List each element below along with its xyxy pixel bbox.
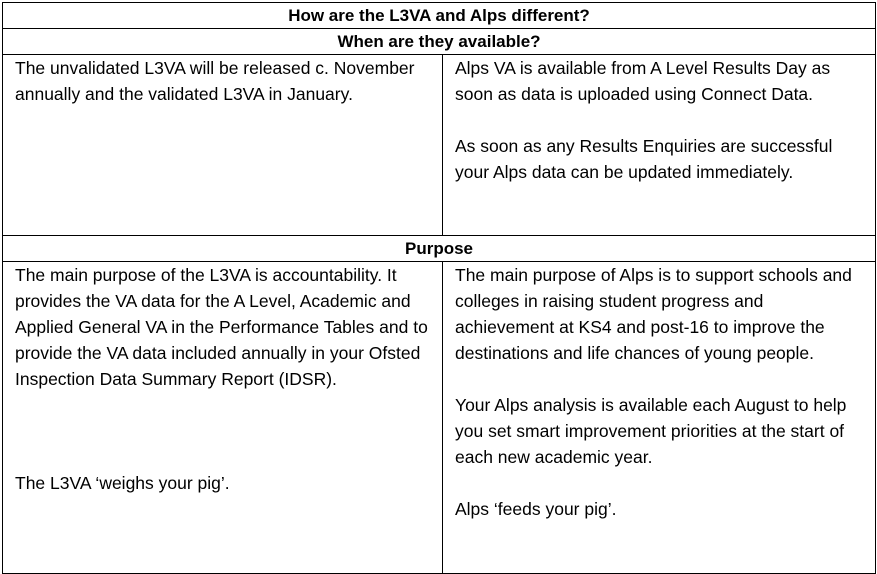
alps-availability-text: Alps VA is available from A Level Results Day as soon as data is uploaded using Connect Data. bbox=[455, 58, 831, 104]
availability-heading: When are they available? bbox=[3, 29, 876, 55]
purpose-heading: Purpose bbox=[3, 236, 876, 262]
title-row bbox=[3, 3, 876, 29]
l3va-availability-cell bbox=[3, 55, 443, 236]
alps-results-enquiries-text: As soon as any Results Enquiries are successful your Alps data can be updated immediately. bbox=[455, 136, 833, 182]
l3va-pig-text: The L3VA ‘weighs your pig’. bbox=[15, 473, 230, 493]
table-title: How are the L3VA and Alps different? bbox=[3, 3, 876, 29]
section-heading-row bbox=[3, 236, 876, 262]
l3va-availability-text: The unvalidated L3VA will be released c. November annually and the validated L3VA in January. bbox=[15, 58, 415, 104]
alps-pig-text: Alps ‘feeds your pig’. bbox=[455, 499, 617, 519]
alps-availability-cell bbox=[443, 55, 876, 236]
availability-row bbox=[3, 55, 876, 236]
purpose-row bbox=[3, 262, 876, 574]
alps-purpose-text: The main purpose of Alps is to support schools and colleges in raising student progress and achievement at KS4 and post-16 to improve the destinations and life chances of young people. bbox=[455, 265, 852, 363]
l3va-purpose-cell bbox=[3, 262, 443, 574]
comparison-table bbox=[2, 2, 876, 574]
section-heading-row bbox=[3, 29, 876, 55]
l3va-purpose-text: The main purpose of the L3VA is accountability. It provides the VA data for the A Level, Academic and Applied General VA in the Performance Tables and to provide the VA data included annually in your Ofsted Inspection Data Summary Report (IDSR). bbox=[15, 265, 428, 389]
alps-analysis-text: Your Alps analysis is available each August to help you set smart improvement priorities at the start of each new academic year. bbox=[455, 395, 847, 467]
alps-purpose-cell bbox=[443, 262, 876, 574]
